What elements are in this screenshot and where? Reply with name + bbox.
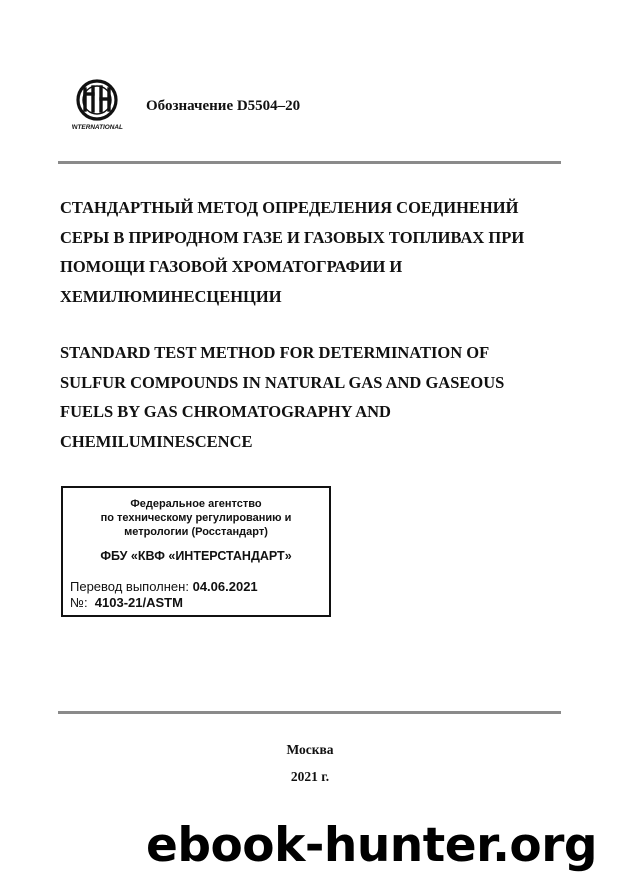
title-ru-line: СТАНДАРТНЫЙ МЕТОД ОПРЕДЕЛЕНИЯ СОЕДИНЕНИЙ	[60, 198, 519, 217]
astm-logo-icon	[72, 78, 128, 134]
number-value: 4103-21/ASTM	[94, 595, 183, 610]
title-en-line: CHEMILUMINESCENCE	[60, 431, 253, 451]
watermark-text: ebook-hunter.org	[146, 818, 598, 873]
stamp-agency	[63, 497, 329, 539]
publication-city: Москва	[286, 742, 334, 757]
title-en-line: STANDARD TEST METHOD FOR DETERMINATION OF	[60, 343, 490, 362]
title-ru-line: ПОМОЩИ ГАЗОВОЙ ХРОМАТОГРАФИИ И	[60, 257, 403, 276]
title-ru-line: СЕРЫ В ПРИРОДНОМ ГАЗЕ И ГАЗОВЫХ ТОПЛИВАХ ПРИ	[60, 227, 525, 247]
astm-logo-subtext: INTERNATIONAL	[72, 124, 123, 131]
translated-date: 04.06.2021	[192, 579, 258, 594]
stamp-agency-line: метрологии (Росстандарт)	[124, 526, 268, 538]
top-divider	[58, 161, 561, 164]
stamp-number	[70, 595, 183, 610]
stamp-translation-date	[70, 579, 258, 594]
stamp-agency-line: по техническому регулированию и	[100, 512, 292, 524]
title-english	[60, 338, 560, 456]
publication-year: 2021 г.	[290, 769, 330, 784]
title-en-line: FUELS BY GAS CHROMATOGRAPHY AND	[60, 402, 391, 421]
title-ru-line: ХЕМИЛЮМИНЕСЦЕНЦИИ	[60, 286, 282, 306]
title-russian	[60, 193, 560, 311]
title-en-line: SULFUR COMPOUNDS IN NATURAL GAS AND GASEOUS	[60, 372, 505, 392]
stamp-organization: ФБУ «КВФ «ИНТЕРСТАНДАРТ»	[100, 549, 292, 563]
bottom-divider	[58, 711, 561, 714]
translated-label: Перевод выполнен:	[70, 579, 189, 594]
number-label: №:	[70, 595, 88, 610]
stamp-agency-line: Федеральное агентство	[130, 498, 262, 510]
document-designation: Обозначение D5504–20	[146, 98, 301, 114]
translation-stamp	[61, 486, 331, 617]
